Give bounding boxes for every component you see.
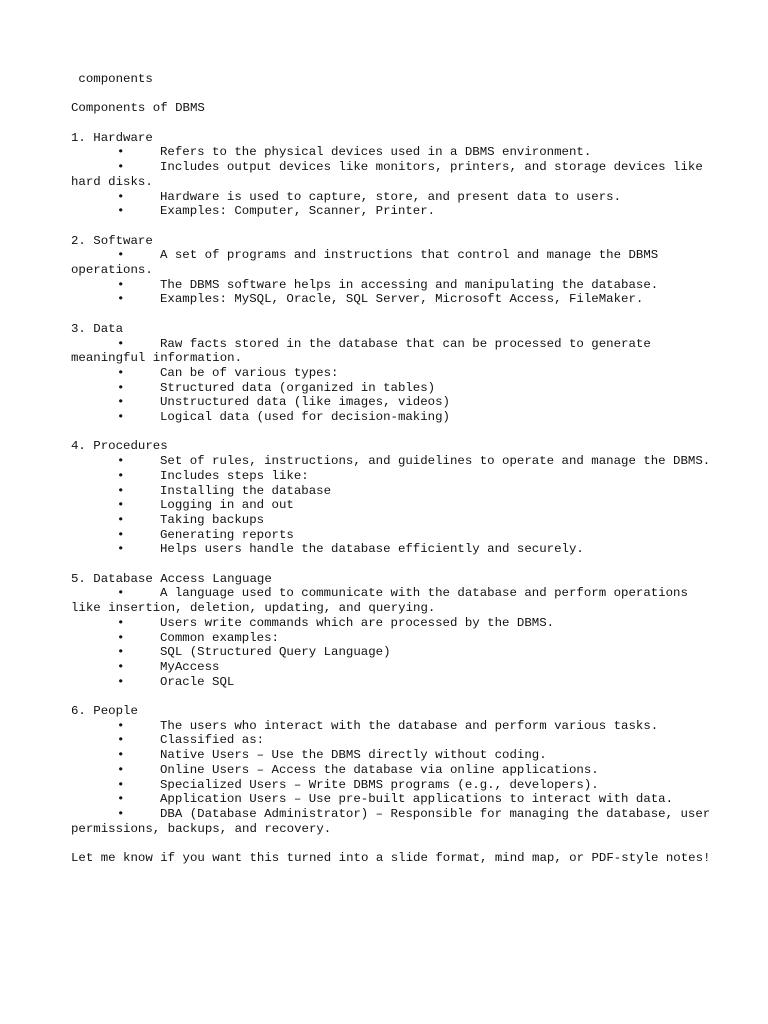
bullet-icon: • (117, 586, 125, 601)
list-item-text: A set of programs and instructions that control and manage the DBMS operations. (71, 248, 666, 278)
bullet-icon: • (117, 189, 125, 204)
bullet-icon: • (117, 365, 125, 380)
section-title: 6. People (71, 704, 138, 719)
list-item-text: Refers to the physical devices used in a DBMS environment. (160, 145, 592, 160)
bullet-icon: • (117, 454, 125, 469)
list-item-text: Structured data (organized in tables) (160, 380, 436, 395)
list-item (71, 513, 711, 528)
list-item (71, 204, 711, 219)
list-item (71, 484, 711, 499)
list-item-text: Users write commands which are processed by the DBMS. (160, 615, 555, 630)
list-item-text: Taking backups (160, 512, 265, 527)
list-item (71, 675, 711, 690)
list-item (71, 366, 711, 381)
bullet-icon: • (117, 292, 125, 307)
list-item (71, 748, 711, 763)
title-line: components (71, 72, 153, 86)
list-item (71, 719, 711, 734)
spacer (71, 219, 711, 234)
list-item (71, 660, 711, 675)
list-item (71, 792, 711, 807)
list-item-text: Includes output devices like monitors, printers, and storage devices like hard disks. (71, 160, 711, 189)
list-item-text: Specialized Users – Write DBMS programs (e.g., developers). (160, 777, 599, 792)
bullet-icon: • (117, 204, 125, 219)
section-title: 2. Software (71, 233, 153, 248)
closing-note: Let me know if you want this turned into a slide format, mind map, or PDF-style notes! (71, 851, 711, 866)
bullet-icon: • (117, 498, 125, 513)
section-title: 4. Procedures (71, 439, 168, 454)
bullet-icon: • (117, 792, 125, 807)
bullet-icon: • (117, 674, 125, 689)
section (71, 704, 718, 851)
list-item (71, 145, 711, 160)
list-item (71, 586, 711, 615)
list-item (71, 542, 711, 557)
bullet-icon: • (117, 527, 125, 542)
section-title: 1. Hardware (71, 130, 153, 145)
list-item (71, 616, 711, 631)
bullet-icon: • (117, 645, 125, 660)
list-item-text: Hardware is used to capture, store, and present data to users. (160, 189, 622, 204)
list-item-text: Native Users – Use the DBMS directly without coding. (160, 748, 547, 763)
bullet-icon: • (117, 733, 125, 748)
list-item-text: Includes steps like: (160, 468, 309, 483)
bullet-icon: • (117, 336, 125, 351)
list-item-text: Classified as: (160, 733, 265, 748)
spacer (71, 836, 711, 851)
bullet-icon: • (117, 483, 125, 498)
list-item (71, 337, 711, 366)
list-item-text: Set of rules, instructions, and guidelines to operate and manage the DBMS. (160, 454, 711, 469)
section-title: 5. Database Access Language (71, 571, 272, 586)
bullet-icon: • (117, 410, 125, 425)
spacer (71, 425, 711, 440)
spacer (71, 689, 711, 704)
list-item (71, 454, 711, 469)
bullet-icon: • (117, 718, 125, 733)
list-item (71, 248, 711, 277)
list-item (71, 778, 711, 793)
list-item (71, 498, 711, 513)
list-item (71, 292, 711, 307)
list-item (71, 631, 711, 646)
list-item-text: Examples: Computer, Scanner, Printer. (160, 204, 436, 219)
bullet-icon: • (117, 160, 125, 175)
bullet-icon: • (117, 615, 125, 630)
list-item-text: Oracle SQL (160, 674, 235, 689)
list-item-text: Generating reports (160, 527, 294, 542)
list-item-text: Logging in and out (160, 498, 294, 513)
list-item (71, 528, 711, 543)
bullet-icon: • (117, 630, 125, 645)
list-item-text: Application Users – Use pre-built applications to interact with data. (160, 792, 674, 807)
bullet-icon: • (117, 468, 125, 483)
section (71, 439, 711, 571)
list-item-text: Raw facts stored in the database that can be processed to generate meaningful information. (71, 336, 659, 366)
list-item-text: Installing the database (160, 483, 332, 498)
list-item-text: Logical data (used for decision-making) (160, 410, 450, 425)
list-item-text: Examples: MySQL, Oracle, SQL Server, Microsoft Access, FileMaker. (160, 292, 644, 307)
section (71, 234, 711, 322)
list-item (71, 410, 711, 425)
spacer (71, 116, 711, 131)
spacer (71, 87, 711, 102)
list-item-text: The users who interact with the database and perform various tasks. (160, 718, 659, 733)
list-item-text: MyAccess (160, 659, 220, 674)
list-item (71, 381, 711, 396)
list-item (71, 160, 711, 189)
list-item-text: A language used to communicate with the database and perform operations like insertion, deletion, updating, and querying. (71, 586, 696, 616)
bullet-icon: • (117, 380, 125, 395)
bullet-icon: • (117, 248, 125, 263)
list-item (71, 190, 711, 205)
bullet-icon: • (117, 542, 125, 557)
list-item-text: SQL (Structured Query Language) (160, 645, 391, 660)
list-item (71, 469, 711, 484)
section (71, 131, 711, 234)
bullet-icon: • (117, 748, 125, 763)
bullet-icon: • (117, 145, 125, 160)
bullet-icon: • (117, 277, 125, 292)
list-item (71, 395, 711, 410)
list-item (71, 278, 711, 293)
document-body (71, 72, 718, 866)
list-item-text: Common examples: (160, 630, 279, 645)
page-heading: Components of DBMS (71, 101, 205, 116)
spacer (71, 557, 711, 572)
bullet-icon: • (117, 762, 125, 777)
bullet-icon: • (117, 777, 125, 792)
sections-container (71, 130, 718, 851)
list-item (71, 645, 711, 660)
section (71, 322, 711, 440)
bullet-icon: • (117, 512, 125, 527)
list-item-text: Online Users – Access the database via online applications. (160, 762, 599, 777)
list-item-text: The DBMS software helps in accessing and manipulating the database. (160, 277, 659, 292)
list-item (71, 733, 711, 748)
list-item-text: Helps users handle the database efficiently and securely. (160, 542, 584, 557)
bullet-icon: • (117, 395, 125, 410)
list-item-text: Can be of various types: (160, 365, 339, 380)
list-item-text: Unstructured data (like images, videos) (160, 395, 450, 410)
list-item (71, 806, 718, 836)
bullet-icon: • (117, 806, 125, 821)
bullet-icon: • (117, 659, 125, 674)
list-item (71, 763, 711, 778)
list-item-text: DBA (Database Administrator) – Responsible for managing the database, user permissions, backups, and recovery. (71, 806, 718, 836)
spacer (71, 307, 711, 322)
section (71, 572, 711, 704)
section-title: 3. Data (71, 321, 124, 336)
